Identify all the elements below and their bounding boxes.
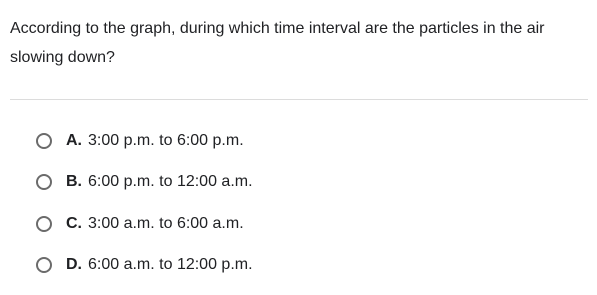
option-label: 3:00 p.m. to 6:00 p.m. <box>88 131 244 149</box>
option-b[interactable] <box>36 162 576 204</box>
option-letter: A. <box>66 131 82 149</box>
radio-button-a[interactable] <box>36 133 52 149</box>
option-letter: D. <box>66 256 82 274</box>
answer-options <box>36 120 576 286</box>
radio-button-b[interactable] <box>36 174 52 190</box>
radio-button-d[interactable] <box>36 257 52 273</box>
divider <box>10 99 588 100</box>
option-label: 6:00 p.m. to 12:00 a.m. <box>88 173 253 191</box>
option-letter: B. <box>66 173 82 191</box>
question-text: According to the graph, during which time interval are the particles in the air slowing down? <box>10 20 545 66</box>
option-label: 3:00 a.m. to 6:00 a.m. <box>88 214 244 232</box>
option-a[interactable] <box>36 120 576 162</box>
option-d[interactable] <box>36 245 576 287</box>
radio-button-c[interactable] <box>36 216 52 232</box>
option-label: 6:00 a.m. to 12:00 p.m. <box>88 256 253 274</box>
option-c[interactable] <box>36 203 576 245</box>
option-letter: C. <box>66 214 82 232</box>
